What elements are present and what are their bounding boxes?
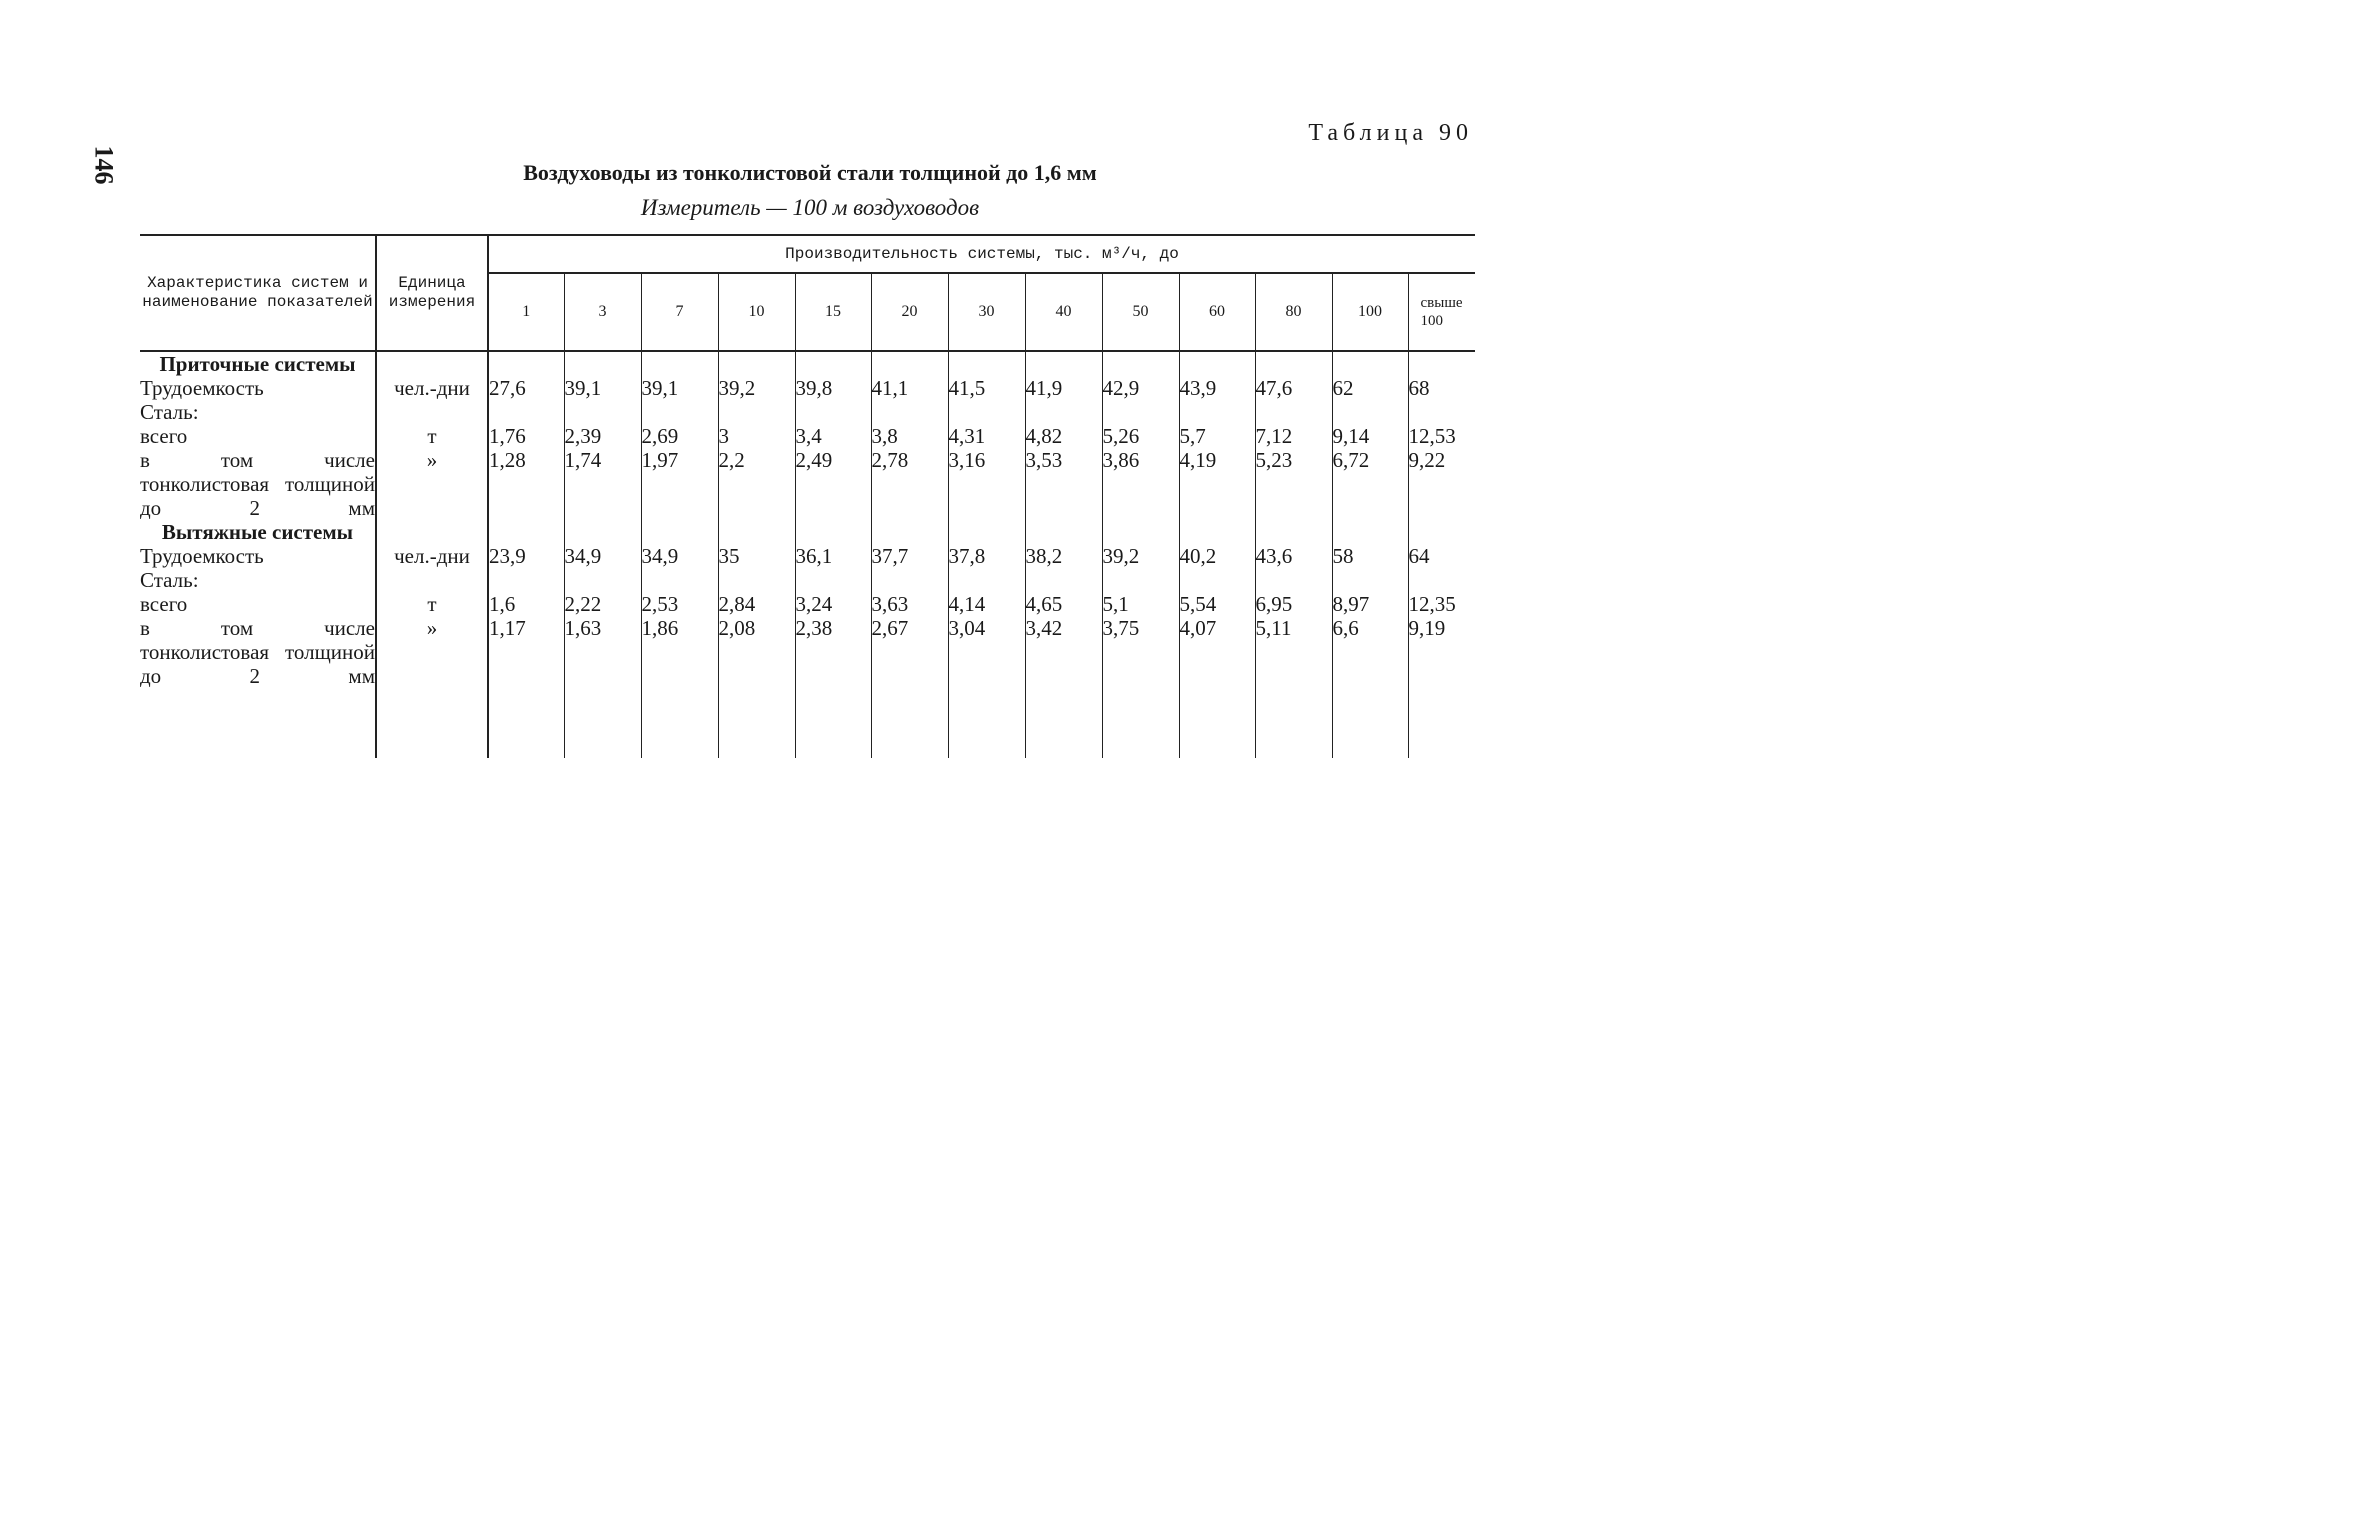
empty-cell bbox=[948, 688, 1025, 758]
row-unit: » bbox=[376, 616, 488, 688]
value-cell: 42,9 bbox=[1102, 376, 1179, 400]
empty-cell bbox=[1332, 351, 1408, 376]
empty-cell bbox=[376, 351, 488, 376]
value-cell: 6,95 bbox=[1255, 592, 1332, 616]
section-title: Приточные системы bbox=[140, 351, 376, 376]
steel-label: Сталь: bbox=[140, 400, 376, 424]
value-cell: 4,82 bbox=[1025, 424, 1102, 448]
value-cell: 23,9 bbox=[488, 544, 564, 568]
empty-cell bbox=[948, 351, 1025, 376]
value-cell: 27,6 bbox=[488, 376, 564, 400]
value-cell: 4,07 bbox=[1179, 616, 1255, 688]
value-cell: 1,76 bbox=[488, 424, 564, 448]
value-cell: 5,11 bbox=[1255, 616, 1332, 688]
column-header: свыше 100 bbox=[1408, 273, 1475, 351]
row-unit: т bbox=[376, 592, 488, 616]
empty-cell bbox=[1255, 400, 1332, 424]
value-cell: 62 bbox=[1332, 376, 1408, 400]
column-header: 10 bbox=[718, 273, 795, 351]
value-cell: 37,7 bbox=[871, 544, 948, 568]
empty-cell bbox=[795, 400, 871, 424]
value-cell: 3,75 bbox=[1102, 616, 1179, 688]
column-header: 100 bbox=[1332, 273, 1408, 351]
empty-cell bbox=[376, 568, 488, 592]
value-cell: 3,86 bbox=[1102, 448, 1179, 520]
empty-cell bbox=[1255, 568, 1332, 592]
value-cell: 2,08 bbox=[718, 616, 795, 688]
steel-label-row bbox=[140, 568, 1475, 592]
empty-cell bbox=[871, 688, 948, 758]
value-cell: 35 bbox=[718, 544, 795, 568]
empty-cell bbox=[871, 520, 948, 544]
value-cell: 39,2 bbox=[1102, 544, 1179, 568]
steel-thin-row bbox=[140, 448, 1475, 520]
row-unit: » bbox=[376, 448, 488, 520]
empty-cell bbox=[1408, 520, 1475, 544]
value-cell: 9,22 bbox=[1408, 448, 1446, 472]
value-cell: 58 bbox=[1332, 544, 1408, 568]
column-header: 30 bbox=[948, 273, 1025, 351]
value-cell: 39,1 bbox=[641, 376, 718, 400]
page-number: 146 bbox=[89, 145, 119, 185]
empty-cell bbox=[871, 568, 948, 592]
value-cell: 3,63 bbox=[871, 592, 948, 616]
table-label: Таблица 90 bbox=[1308, 120, 1473, 146]
value-cell: 1,86 bbox=[641, 616, 718, 688]
value-cell: 40,2 bbox=[1179, 544, 1255, 568]
column-header: 1 bbox=[488, 273, 564, 351]
empty-cell bbox=[1179, 688, 1255, 758]
value-cell: 3,24 bbox=[795, 592, 871, 616]
section-title: Вытяжные системы bbox=[140, 520, 376, 544]
table-title: Воздуховоды из тонколистовой стали толщиной до 1,6 мм bbox=[523, 160, 1097, 185]
value-cell: 47,6 bbox=[1255, 376, 1332, 400]
value-cell: 2,49 bbox=[795, 448, 871, 520]
value-cell: 2,84 bbox=[718, 592, 795, 616]
value-cell: 38,2 bbox=[1025, 544, 1102, 568]
column-header: 40 bbox=[1025, 273, 1102, 351]
empty-cell bbox=[948, 520, 1025, 544]
empty-cell bbox=[1332, 520, 1408, 544]
empty-cell bbox=[1179, 400, 1255, 424]
value-cell: 5,1 bbox=[1102, 592, 1179, 616]
empty-cell bbox=[1408, 400, 1475, 424]
value-cell: 41,1 bbox=[871, 376, 948, 400]
empty-cell bbox=[795, 351, 871, 376]
empty-cell bbox=[1179, 520, 1255, 544]
column-header: 15 bbox=[795, 273, 871, 351]
value-cell: 3,42 bbox=[1025, 616, 1102, 688]
row-unit: чел.-дни bbox=[376, 544, 488, 568]
empty-cell bbox=[795, 688, 871, 758]
empty-cell bbox=[488, 400, 564, 424]
value-cell: 2,39 bbox=[564, 424, 641, 448]
value-cell: 1,6 bbox=[488, 592, 564, 616]
value-cell: 5,7 bbox=[1179, 424, 1255, 448]
steel-label: Сталь: bbox=[140, 568, 376, 592]
empty-cell bbox=[1025, 351, 1102, 376]
empty-cell bbox=[641, 351, 718, 376]
value-cell: 37,8 bbox=[948, 544, 1025, 568]
value-cell: 4,31 bbox=[948, 424, 1025, 448]
row-unit: т bbox=[376, 424, 488, 448]
value-cell: 68 bbox=[1408, 376, 1430, 400]
column-header: 20 bbox=[871, 273, 948, 351]
header-unit: Единица измерения bbox=[376, 235, 488, 351]
value-cell: 6,72 bbox=[1332, 448, 1408, 520]
value-cell: 4,14 bbox=[948, 592, 1025, 616]
empty-cell bbox=[1255, 688, 1332, 758]
empty-cell bbox=[376, 400, 488, 424]
value-cell: 1,97 bbox=[641, 448, 718, 520]
empty-cell bbox=[140, 688, 376, 758]
section-title-row bbox=[140, 520, 1475, 544]
empty-cell bbox=[1408, 688, 1475, 758]
data-table bbox=[140, 234, 1475, 758]
row-label: в том числе тонколистовая толщиной до 2 мм bbox=[140, 448, 375, 520]
value-cell: 1,63 bbox=[564, 616, 641, 688]
empty-cell bbox=[488, 351, 564, 376]
steel-total-row bbox=[140, 424, 1475, 448]
empty-cell bbox=[1255, 520, 1332, 544]
value-cell: 1,74 bbox=[564, 448, 641, 520]
column-header: 60 bbox=[1179, 273, 1255, 351]
value-cell: 43,9 bbox=[1179, 376, 1255, 400]
empty-cell bbox=[641, 688, 718, 758]
value-cell: 3 bbox=[718, 424, 795, 448]
value-cell: 34,9 bbox=[564, 544, 641, 568]
value-cell: 41,9 bbox=[1025, 376, 1102, 400]
empty-cell bbox=[488, 520, 564, 544]
value-cell: 2,22 bbox=[564, 592, 641, 616]
empty-cell bbox=[564, 520, 641, 544]
empty-cell bbox=[641, 520, 718, 544]
value-cell: 3,53 bbox=[1025, 448, 1102, 520]
empty-cell bbox=[564, 400, 641, 424]
value-cell: 64 bbox=[1408, 544, 1430, 568]
empty-cell bbox=[1025, 688, 1102, 758]
value-cell: 4,19 bbox=[1179, 448, 1255, 520]
labor-row bbox=[140, 544, 1475, 568]
value-cell: 39,1 bbox=[564, 376, 641, 400]
empty-cell bbox=[1332, 688, 1408, 758]
value-cell: 39,2 bbox=[718, 376, 795, 400]
value-cell: 5,26 bbox=[1102, 424, 1179, 448]
labor-row bbox=[140, 376, 1475, 400]
empty-cell bbox=[1102, 520, 1179, 544]
steel-label-row bbox=[140, 400, 1475, 424]
empty-cell bbox=[1102, 351, 1179, 376]
empty-cell bbox=[376, 688, 488, 758]
empty-cell bbox=[1025, 568, 1102, 592]
header-capacity-group: Производительность системы, тыс. м³/ч, до bbox=[488, 235, 1475, 273]
value-cell: 9,19 bbox=[1408, 616, 1446, 640]
value-cell: 12,53 bbox=[1408, 424, 1456, 448]
value-cell: 39,8 bbox=[795, 376, 871, 400]
section-title-row bbox=[140, 351, 1475, 376]
header-characteristic: Характеристика систем и наименование показателей bbox=[140, 235, 376, 351]
row-label: Трудоемкость bbox=[140, 544, 376, 568]
value-cell: 3,16 bbox=[948, 448, 1025, 520]
value-cell: 2,2 bbox=[718, 448, 795, 520]
empty-cell bbox=[488, 688, 564, 758]
value-cell: 6,6 bbox=[1332, 616, 1408, 688]
empty-cell bbox=[1408, 351, 1475, 376]
table-bottom-spacer bbox=[140, 688, 1475, 758]
value-cell: 41,5 bbox=[948, 376, 1025, 400]
empty-cell bbox=[1179, 351, 1255, 376]
value-cell: 1,28 bbox=[488, 448, 564, 520]
empty-cell bbox=[1179, 568, 1255, 592]
value-cell: 43,6 bbox=[1255, 544, 1332, 568]
empty-cell bbox=[948, 400, 1025, 424]
value-cell: 9,14 bbox=[1332, 424, 1408, 448]
value-cell: 34,9 bbox=[641, 544, 718, 568]
empty-cell bbox=[564, 351, 641, 376]
empty-cell bbox=[1025, 400, 1102, 424]
empty-cell bbox=[1408, 568, 1475, 592]
value-cell: 4,65 bbox=[1025, 592, 1102, 616]
value-cell: 3,04 bbox=[948, 616, 1025, 688]
value-cell: 2,53 bbox=[641, 592, 718, 616]
column-header: 7 bbox=[641, 273, 718, 351]
empty-cell bbox=[1102, 688, 1179, 758]
empty-cell bbox=[948, 568, 1025, 592]
empty-cell bbox=[488, 568, 564, 592]
value-cell: 3,4 bbox=[795, 424, 871, 448]
table-body bbox=[140, 351, 1475, 758]
empty-cell bbox=[718, 400, 795, 424]
steel-thin-row bbox=[140, 616, 1475, 688]
value-cell: 2,69 bbox=[641, 424, 718, 448]
value-cell: 8,97 bbox=[1332, 592, 1408, 616]
column-header: 80 bbox=[1255, 273, 1332, 351]
empty-cell bbox=[1102, 400, 1179, 424]
column-header: 50 bbox=[1102, 273, 1179, 351]
value-cell: 36,1 bbox=[795, 544, 871, 568]
empty-cell bbox=[718, 688, 795, 758]
empty-cell bbox=[1332, 568, 1408, 592]
row-label: всего bbox=[140, 424, 376, 448]
empty-cell bbox=[871, 351, 948, 376]
value-cell: 5,23 bbox=[1255, 448, 1332, 520]
empty-cell bbox=[641, 568, 718, 592]
steel-total-row bbox=[140, 592, 1475, 616]
row-unit: чел.-дни bbox=[376, 376, 488, 400]
value-cell: 7,12 bbox=[1255, 424, 1332, 448]
empty-cell bbox=[1102, 568, 1179, 592]
value-cell: 12,35 bbox=[1408, 592, 1456, 616]
value-cell: 3,8 bbox=[871, 424, 948, 448]
empty-cell bbox=[795, 520, 871, 544]
data-table-container bbox=[140, 234, 1475, 758]
empty-cell bbox=[1332, 400, 1408, 424]
empty-cell bbox=[564, 688, 641, 758]
empty-cell bbox=[376, 520, 488, 544]
row-label: всего bbox=[140, 592, 376, 616]
empty-cell bbox=[718, 568, 795, 592]
table-subtitle: Измеритель — 100 м воздуховодов bbox=[640, 195, 980, 220]
value-cell: 2,78 bbox=[871, 448, 948, 520]
value-cell: 1,17 bbox=[488, 616, 564, 688]
empty-cell bbox=[1255, 351, 1332, 376]
column-header: 3 bbox=[564, 273, 641, 351]
empty-cell bbox=[564, 568, 641, 592]
row-label: Трудоемкость bbox=[140, 376, 376, 400]
empty-cell bbox=[718, 351, 795, 376]
value-cell: 2,67 bbox=[871, 616, 948, 688]
empty-cell bbox=[871, 400, 948, 424]
empty-cell bbox=[641, 400, 718, 424]
empty-cell bbox=[795, 568, 871, 592]
value-cell: 5,54 bbox=[1179, 592, 1255, 616]
value-cell: 2,38 bbox=[795, 616, 871, 688]
row-label: в том числе тонколистовая толщиной до 2 мм bbox=[140, 616, 375, 688]
empty-cell bbox=[718, 520, 795, 544]
empty-cell bbox=[1025, 520, 1102, 544]
